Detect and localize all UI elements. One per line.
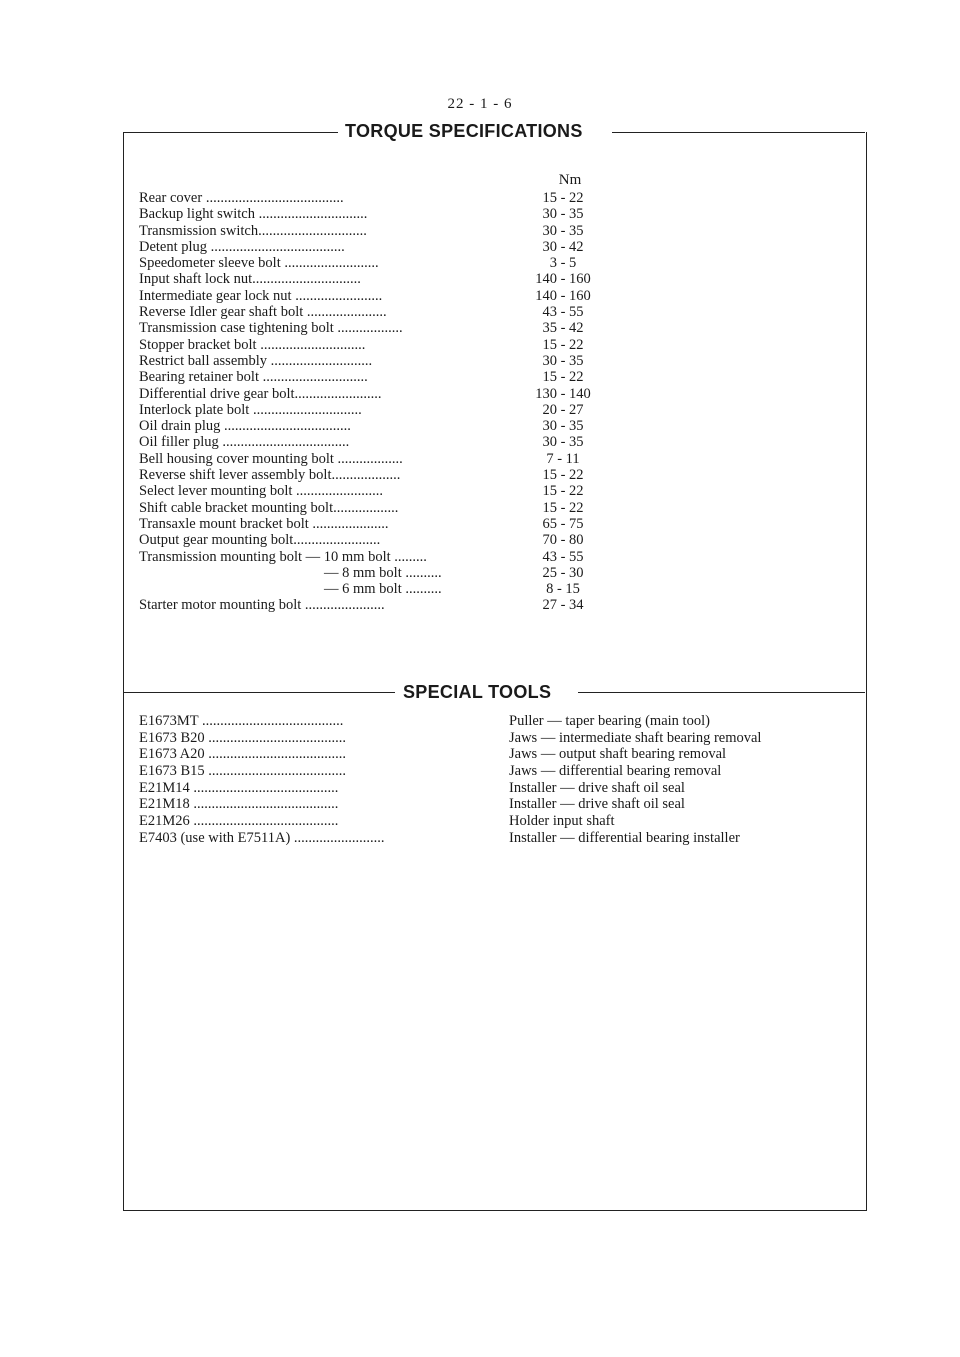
torque-spec-list bbox=[139, 190, 619, 614]
spec-value: 70 - 80 bbox=[542, 532, 584, 549]
tool-row bbox=[139, 763, 859, 780]
tool-row bbox=[139, 813, 859, 830]
spec-value: 30 - 35 bbox=[542, 352, 584, 369]
spec-value: 20 - 27 bbox=[542, 401, 584, 418]
spec-value: 30 - 35 bbox=[542, 222, 584, 239]
spec-value: 25 - 30 bbox=[542, 564, 584, 581]
tool-code: E1673 A20 ...................................... bbox=[139, 746, 347, 763]
spec-label: Backup light switch .............................. bbox=[139, 206, 368, 223]
spec-value: 15 - 22 bbox=[542, 467, 584, 484]
spec-label: Stopper bracket bolt ............................. bbox=[139, 336, 366, 353]
tool-description: Installer — differential bearing installer bbox=[509, 829, 740, 846]
spec-row-detent-plug bbox=[139, 239, 619, 255]
spec-value: 7 - 11 bbox=[546, 450, 580, 467]
frame-top-right-rule bbox=[612, 132, 865, 133]
spec-row-interlock-plate-bolt bbox=[139, 402, 619, 418]
spec-row-transmission-mounting-bolt-10mm bbox=[139, 549, 619, 565]
spec-value: 3 - 5 bbox=[549, 255, 577, 272]
torque-unit-header: Nm bbox=[558, 172, 582, 188]
spec-label: Interlock plate bolt .............................. bbox=[139, 401, 362, 418]
tool-row bbox=[139, 780, 859, 797]
spec-row-transmission-case-tightening-bolt bbox=[139, 320, 619, 336]
special-tools-left-rule bbox=[123, 692, 395, 693]
tool-description: Jaws — differential bearing removal bbox=[509, 763, 722, 780]
tool-description: Holder input shaft bbox=[509, 813, 615, 830]
special-tools-list bbox=[139, 713, 859, 847]
spec-row-output-gear-mounting-bolt bbox=[139, 532, 619, 548]
spec-row-transmission-switch bbox=[139, 223, 619, 239]
spec-label: Intermediate gear lock nut ........................ bbox=[139, 287, 383, 304]
tool-description: Installer — drive shaft oil seal bbox=[509, 779, 685, 796]
tool-row bbox=[139, 713, 859, 730]
spec-row-oil-drain-plug bbox=[139, 418, 619, 434]
spec-row-restrict-ball-assembly bbox=[139, 353, 619, 369]
spec-label: Detent plug ..................................... bbox=[139, 238, 345, 255]
spec-value: 140 - 160 bbox=[535, 271, 591, 288]
spec-value: 30 - 42 bbox=[542, 238, 584, 255]
spec-label: Transmission mounting bolt — 10 mm bolt ......... bbox=[139, 548, 427, 565]
special-tools-title: SPECIAL TOOLS bbox=[403, 682, 552, 702]
tool-description: Puller — taper bearing (main tool) bbox=[509, 713, 710, 729]
spec-label: Input shaft lock nut.............................. bbox=[139, 271, 361, 288]
spec-value: 130 - 140 bbox=[535, 385, 591, 402]
spec-label: Bell housing cover mounting bolt .................. bbox=[139, 450, 403, 467]
spec-label: Reverse shift lever assembly bolt................... bbox=[139, 467, 401, 484]
spec-value: 15 - 22 bbox=[542, 336, 584, 353]
spec-value: 30 - 35 bbox=[542, 418, 584, 435]
spec-row-transmission-mounting-bolt-8mm bbox=[139, 565, 619, 581]
spec-value: 30 - 35 bbox=[542, 434, 584, 451]
spec-row-bell-housing-cover-mounting-bolt bbox=[139, 451, 619, 467]
spec-label: Rear cover ...................................... bbox=[139, 190, 344, 206]
tool-row bbox=[139, 796, 859, 813]
spec-row-oil-filler-plug bbox=[139, 434, 619, 450]
spec-row-rear-cover bbox=[139, 190, 619, 206]
spec-value: 27 - 34 bbox=[542, 597, 584, 614]
spec-value: 43 - 55 bbox=[542, 548, 584, 565]
spec-label: Differential drive gear bolt........................ bbox=[139, 385, 382, 402]
spec-row-input-shaft-lock-nut bbox=[139, 271, 619, 287]
tool-row bbox=[139, 730, 859, 747]
tool-code: E21M26 ........................................ bbox=[139, 813, 339, 830]
tool-code: E7403 (use with E7511A) ......................... bbox=[139, 829, 385, 846]
spec-value: 15 - 22 bbox=[542, 369, 584, 386]
tool-description: Jaws — output shaft bearing removal bbox=[509, 746, 727, 763]
spec-label: Starter motor mounting bolt ...................... bbox=[139, 597, 385, 614]
spec-label: Reverse Idler gear shaft bolt ...................... bbox=[139, 304, 387, 321]
spec-row-reverse-shift-lever-assembly-bolt bbox=[139, 467, 619, 483]
spec-row-reverse-idler-gear-shaft-bolt bbox=[139, 304, 619, 320]
spec-value: 8 - 15 bbox=[546, 581, 580, 598]
spec-label: Speedometer sleeve bolt .......................... bbox=[139, 255, 379, 272]
spec-value: 15 - 22 bbox=[542, 483, 584, 500]
spec-row-shift-cable-bracket-mounting-bolt bbox=[139, 500, 619, 516]
spec-row-intermediate-gear-lock-nut bbox=[139, 288, 619, 304]
spec-row-transmission-mounting-bolt-6mm bbox=[139, 581, 619, 597]
spec-label: Select lever mounting bolt ........................ bbox=[139, 483, 384, 500]
spec-value: 15 - 22 bbox=[542, 190, 584, 206]
tool-code: E1673 B20 ...................................... bbox=[139, 729, 347, 746]
spec-row-select-lever-mounting-bolt bbox=[139, 483, 619, 499]
spec-row-transaxle-mount-bracket-bolt bbox=[139, 516, 619, 532]
spec-value: 15 - 22 bbox=[542, 499, 584, 516]
spec-label: — 6 mm bolt .......... bbox=[324, 581, 442, 598]
spec-value: 43 - 55 bbox=[542, 304, 584, 321]
spec-label: Shift cable bracket mounting bolt.................. bbox=[139, 499, 399, 516]
spec-value: 65 - 75 bbox=[542, 515, 584, 532]
spec-label: Oil drain plug ................................... bbox=[139, 418, 351, 435]
tool-description: Jaws — intermediate shaft bearing removal bbox=[509, 729, 762, 746]
spec-value: 30 - 35 bbox=[542, 206, 584, 223]
tool-row bbox=[139, 746, 859, 763]
torque-specifications-title: TORQUE SPECIFICATIONS bbox=[345, 121, 583, 141]
spec-label: Restrict ball assembly ............................ bbox=[139, 352, 373, 369]
special-tools-right-rule bbox=[578, 692, 865, 693]
tool-code: E1673MT ....................................... bbox=[139, 713, 344, 729]
tool-code: E1673 B15 ...................................... bbox=[139, 763, 347, 780]
tool-row bbox=[139, 830, 859, 847]
spec-row-speedometer-sleeve-bolt bbox=[139, 255, 619, 271]
spec-label: Bearing retainer bolt ............................. bbox=[139, 369, 368, 386]
spec-row-stopper-bracket-bolt bbox=[139, 337, 619, 353]
tool-code: E21M14 ........................................ bbox=[139, 779, 339, 796]
spec-row-starter-motor-mounting-bolt bbox=[139, 597, 619, 613]
spec-label: Transmission case tightening bolt .................. bbox=[139, 320, 403, 337]
frame-top-left-rule bbox=[123, 132, 338, 133]
tool-code: E21M18 ........................................ bbox=[139, 796, 339, 813]
spec-value: 140 - 160 bbox=[535, 287, 591, 304]
spec-row-bearing-retainer-bolt bbox=[139, 369, 619, 385]
spec-label: Transmission switch.............................. bbox=[139, 222, 367, 239]
spec-value: 35 - 42 bbox=[542, 320, 584, 337]
spec-row-backup-light-switch bbox=[139, 206, 619, 222]
spec-label: — 8 mm bolt .......... bbox=[324, 564, 442, 581]
page-number: 22 - 1 - 6 bbox=[447, 96, 513, 112]
tool-description: Installer — drive shaft oil seal bbox=[509, 796, 685, 813]
spec-label: Output gear mounting bolt........................ bbox=[139, 532, 381, 549]
spec-row-differential-drive-gear-bolt bbox=[139, 386, 619, 402]
spec-label: Oil filler plug ................................... bbox=[139, 434, 350, 451]
spec-label: Transaxle mount bracket bolt ..................... bbox=[139, 515, 389, 532]
